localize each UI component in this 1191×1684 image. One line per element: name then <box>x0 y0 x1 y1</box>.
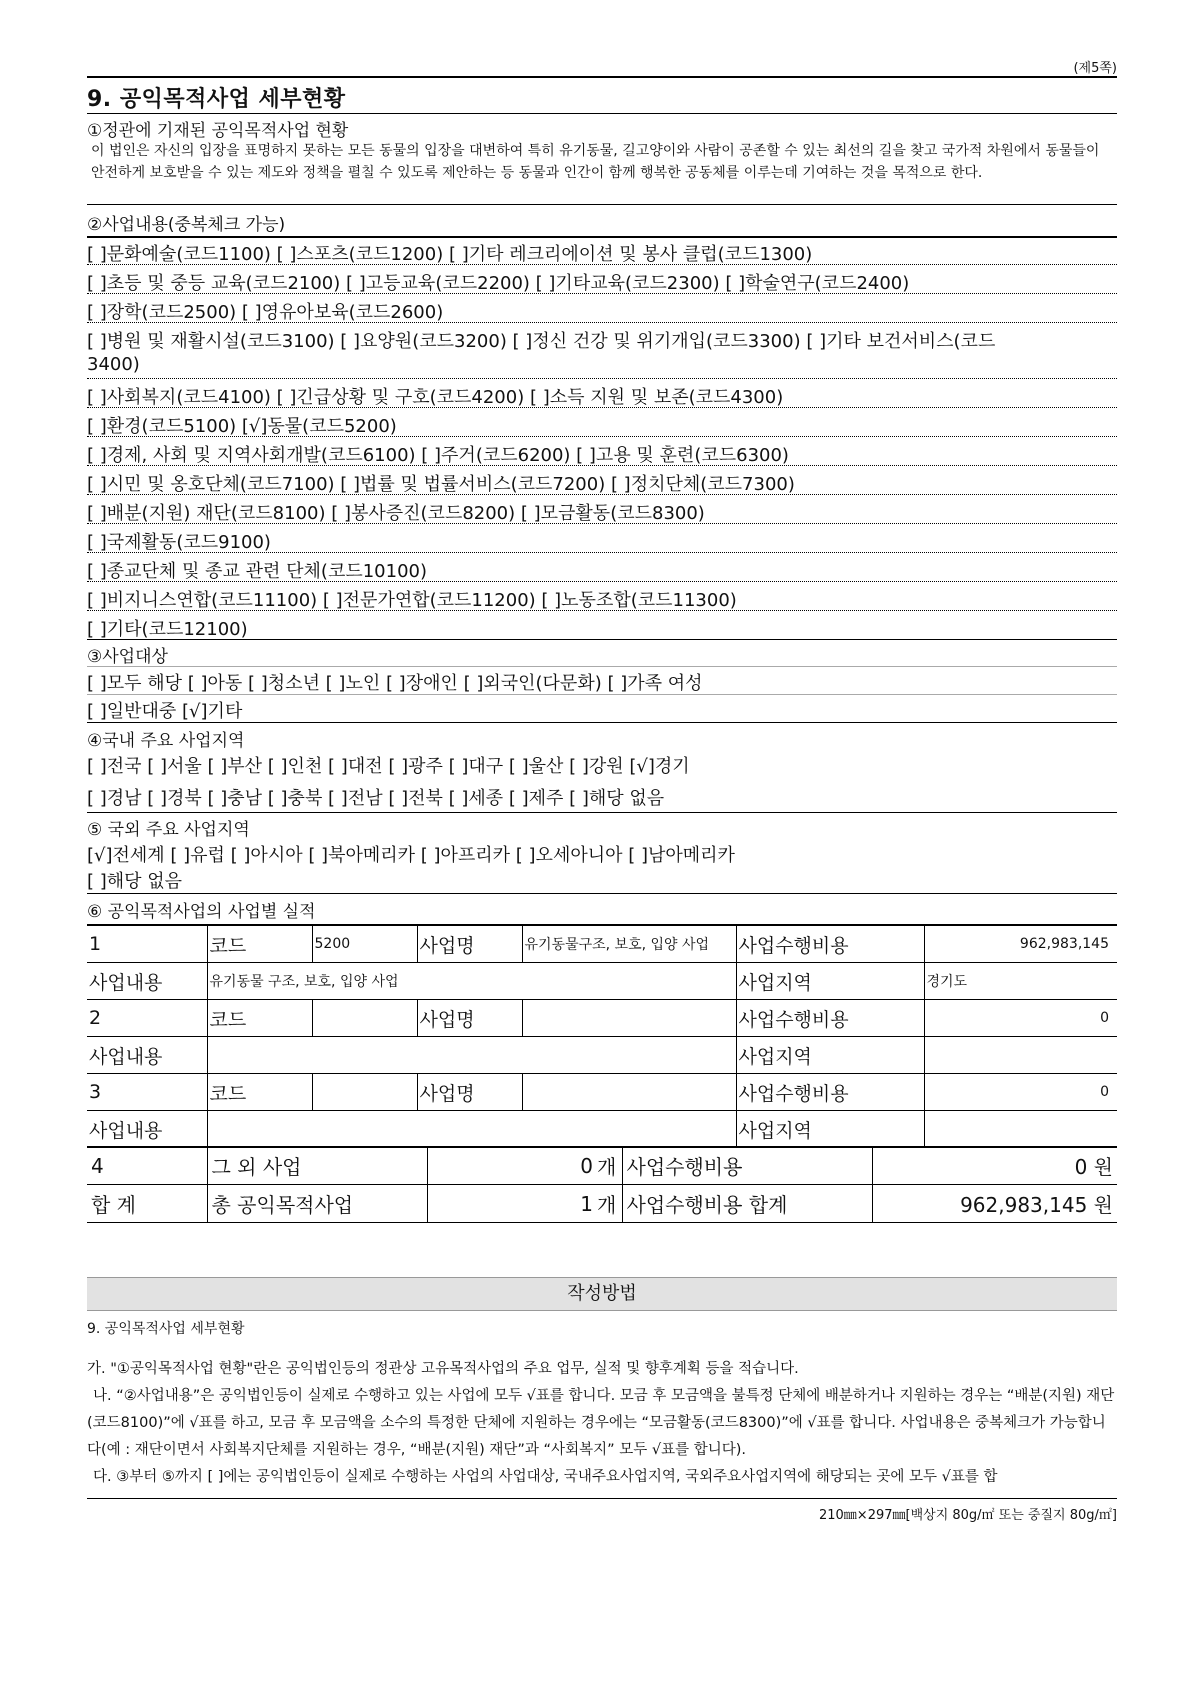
name-label: 사업명 <box>417 926 522 963</box>
project-no: 3 <box>87 1074 207 1111</box>
business-row: [ ]초등 및 중등 교육(코드2100) [ ]고등교육(코드2200) [ ]기타교육(코드2300) [ ]학술연구(코드2400) <box>87 273 910 294</box>
divider <box>87 722 1117 723</box>
divider <box>87 552 1117 553</box>
domestic-region-row: [ ]전국 [ ]서울 [ ]부산 [ ]인천 [ ]대전 [ ]광주 [ ]대구 [ ]울산 [ ]강원 [√]경기 <box>87 756 690 777</box>
name-label: 사업명 <box>417 1074 522 1111</box>
divider <box>87 694 1117 695</box>
divider <box>87 581 1117 582</box>
other-label: 그 외 사업 <box>207 1147 427 1185</box>
code-label: 코드 <box>207 1074 312 1111</box>
divider <box>87 236 1117 238</box>
method-note-ga: 가. "①공익목적사업 현황"란은 공익법인등의 정관상 고유목적사업의 주요 업무, 실적 및 향후계획 등을 적습니다. <box>87 1361 799 1377</box>
name-label: 사업명 <box>417 1000 522 1037</box>
total-cost-value: 962,983,145 원 <box>872 1185 1117 1223</box>
page-number: (제5쪽) <box>1073 61 1117 76</box>
region-label: 사업지역 <box>736 1111 924 1148</box>
section-heading-business: ②사업내용(중복체크 가능) <box>87 215 286 235</box>
divider <box>87 893 1117 894</box>
total-cost-label: 사업수행비용 합계 <box>622 1185 872 1223</box>
divider <box>87 523 1117 524</box>
region-label: 사업지역 <box>736 1037 924 1074</box>
divider <box>87 378 1117 379</box>
cost-label: 사업수행비용 <box>736 1000 924 1037</box>
total-count: 1 <box>427 1185 597 1223</box>
section-heading-performance: ⑥ 공익목적사업의 사업별 실적 <box>87 902 316 922</box>
business-row: [ ]시민 및 옹호단체(코드7100) [ ]법률 및 법률서비스(코드7200) [ ]정치단체(코드7300) <box>87 474 795 495</box>
business-row: 3400) <box>87 354 140 375</box>
project-no: 2 <box>87 1000 207 1037</box>
total-count-unit: 개 <box>597 1185 622 1223</box>
table-row <box>87 1000 1117 1037</box>
divider <box>87 293 1117 294</box>
code-value <box>312 1074 417 1111</box>
purpose-text: 이 법인은 자신의 입장을 표명하지 못하는 모든 동물의 입장을 대변하여 특히 유기동물, 길고양이와 사람이 공존할 수 있는 최선의 길을 찾고 국가적 차원에서 동물들이 안전하게 보호받을 수 있는 제도와 정책을 펼칠 수 있도록 제안하는 등 동물과 인간이 함께 행복한 공동체를 이루는데 기여하는 것을 목적으로 한다. <box>91 143 1100 181</box>
section-heading-overseas-region: ⑤ 국외 주요 사업지역 <box>87 820 250 840</box>
total-projects-label: 총 공익목적사업 <box>207 1185 427 1223</box>
business-row: [ ]사회복지(코드4100) [ ]긴급상황 및 구호(코드4200) [ ]소득 지원 및 보존(코드4300) <box>87 387 784 408</box>
divider <box>87 666 1117 667</box>
other-cost-value: 0 원 <box>872 1147 1117 1185</box>
method-note-da: 다. ③부터 ⑤까지 [ ]에는 공익법인등이 실제로 수행하는 사업의 사업대상, 국내주요사업지역, 국외주요사업지역에 해당되는 곳에 모두 √표를 합 <box>93 1469 998 1485</box>
table-row <box>87 1111 1117 1148</box>
cost-label: 사업수행비용 <box>736 926 924 963</box>
region-value <box>924 1037 1117 1074</box>
cost-value: 0 <box>924 1000 1117 1037</box>
overseas-region-row: [√]전세계 [ ]유럽 [ ]아시아 [ ]북아메리카 [ ]아프리카 [ ]오세아니아 [ ]남아메리카 <box>87 845 735 866</box>
content-value <box>207 1111 736 1148</box>
divider <box>87 264 1117 265</box>
divider <box>87 1498 1117 1499</box>
business-row: [ ]문화예술(코드1100) [ ]스포츠(코드1200) [ ]기타 레크리에이션 및 봉사 클럽(코드1300) <box>87 244 813 265</box>
method-subtitle: 9. 공익목적사업 세부현황 <box>87 1321 245 1337</box>
region-label: 사업지역 <box>736 963 924 1000</box>
cost-value: 0 <box>924 1074 1117 1111</box>
method-note-na: 나. “②사업내용”은 공익법인등이 실제로 수행하고 있는 사업에 모두 √표를 합니다. 모금 후 모금액을 불특정 단체에 배분하거나 지원하는 경우는 “배분(지원) 재단(코드8100)”에 √표를 하고, 모금 후 모금액을 소수의 특정한 단체에 지원하는 경우에는 “모금활동(코드8300)”에 √표를 합니다. 사업내용은 중복체크가 가능합니다(예 : 재단이면서 사회복지단체를 지원하는 경우, “배분(지원) 재단”과 “사회복지” 모두 √표를 합니다). <box>87 1388 1115 1458</box>
cost-label: 사업수행비용 <box>736 1074 924 1111</box>
region-value <box>924 1111 1117 1148</box>
business-row: [ ]종교단체 및 종교 관련 단체(코드10100) <box>87 561 428 582</box>
target-row: [ ]일반대중 [√]기타 <box>87 701 243 722</box>
divider <box>87 113 1117 114</box>
name-value <box>522 1074 736 1111</box>
table-row <box>87 963 1117 1000</box>
method-heading: 작성방법 <box>87 1277 1117 1311</box>
table-row <box>87 1037 1117 1074</box>
business-row: [ ]기타(코드12100) <box>87 619 248 640</box>
overseas-region-row: [ ]해당 없음 <box>87 871 183 892</box>
domestic-region-row: [ ]경남 [ ]경북 [ ]충남 [ ]충북 [ ]전남 [ ]전북 [ ]세종 [ ]제주 [ ]해당 없음 <box>87 788 665 809</box>
content-value: 유기동물 구조, 보호, 입양 사업 <box>207 963 736 1000</box>
code-label: 코드 <box>207 926 312 963</box>
business-row: [ ]병원 및 재활시설(코드3100) [ ]요양원(코드3200) [ ]정신 건강 및 위기개입(코드3300) [ ]기타 보건서비스(코드 <box>87 331 996 352</box>
divider <box>87 610 1117 611</box>
other-count: 0 <box>427 1147 597 1185</box>
name-value <box>522 1000 736 1037</box>
business-row: [ ]장학(코드2500) [ ]영유아보육(코드2600) <box>87 302 444 323</box>
other-count-unit: 개 <box>597 1147 622 1185</box>
table-row <box>87 1074 1117 1111</box>
divider <box>87 436 1117 437</box>
code-value <box>312 1000 417 1037</box>
name-value: 유기동물구조, 보호, 입양 사업 <box>522 926 736 963</box>
content-label: 사업내용 <box>87 1111 207 1148</box>
section-heading-target: ③사업대상 <box>87 647 168 667</box>
business-row: [ ]환경(코드5100) [√]동물(코드5200) <box>87 416 397 437</box>
content-label: 사업내용 <box>87 1037 207 1074</box>
divider <box>87 494 1117 495</box>
region-value: 경기도 <box>924 963 1117 1000</box>
table-row <box>87 926 1117 963</box>
divider <box>87 204 1117 205</box>
summary-table <box>87 1146 1117 1223</box>
business-row: [ ]국제활동(코드9100) <box>87 532 271 553</box>
table-row <box>87 1147 1117 1185</box>
divider <box>87 76 1117 78</box>
divider <box>87 812 1117 813</box>
cost-value: 962,983,145 <box>924 926 1117 963</box>
total-label: 합 계 <box>87 1185 207 1223</box>
code-label: 코드 <box>207 1000 312 1037</box>
table-row <box>87 1185 1117 1223</box>
divider <box>87 407 1117 408</box>
divider <box>87 465 1117 466</box>
section-heading-domestic-region: ④국내 주요 사업지역 <box>87 731 245 751</box>
divider <box>87 322 1117 323</box>
page-title: 9. 공익목적사업 세부현황 <box>87 87 346 112</box>
paper-spec: 210㎜×297㎜[백상지 80g/㎡ 또는 중질지 80g/㎡] <box>818 1508 1117 1523</box>
divider <box>87 639 1117 640</box>
section-heading-purpose: ①정관에 기재된 공익목적사업 현황 <box>87 121 349 141</box>
content-value <box>207 1037 736 1074</box>
business-row: [ ]배분(지원) 재단(코드8100) [ ]봉사증진(코드8200) [ ]모금활동(코드8300) <box>87 503 705 524</box>
business-row: [ ]비지니스연합(코드11100) [ ]전문가연합(코드11200) [ ]노동조합(코드11300) <box>87 590 737 611</box>
project-no: 1 <box>87 926 207 963</box>
content-label: 사업내용 <box>87 963 207 1000</box>
target-row: [ ]모두 해당 [ ]아동 [ ]청소년 [ ]노인 [ ]장애인 [ ]외국인(다문화) [ ]가족 여성 <box>87 673 703 694</box>
other-no: 4 <box>87 1147 207 1185</box>
code-value: 5200 <box>312 926 417 963</box>
performance-table <box>87 925 1117 1148</box>
other-cost-label: 사업수행비용 <box>622 1147 872 1185</box>
business-row: [ ]경제, 사회 및 지역사회개발(코드6100) [ ]주거(코드6200) [ ]고용 및 훈련(코드6300) <box>87 445 789 466</box>
